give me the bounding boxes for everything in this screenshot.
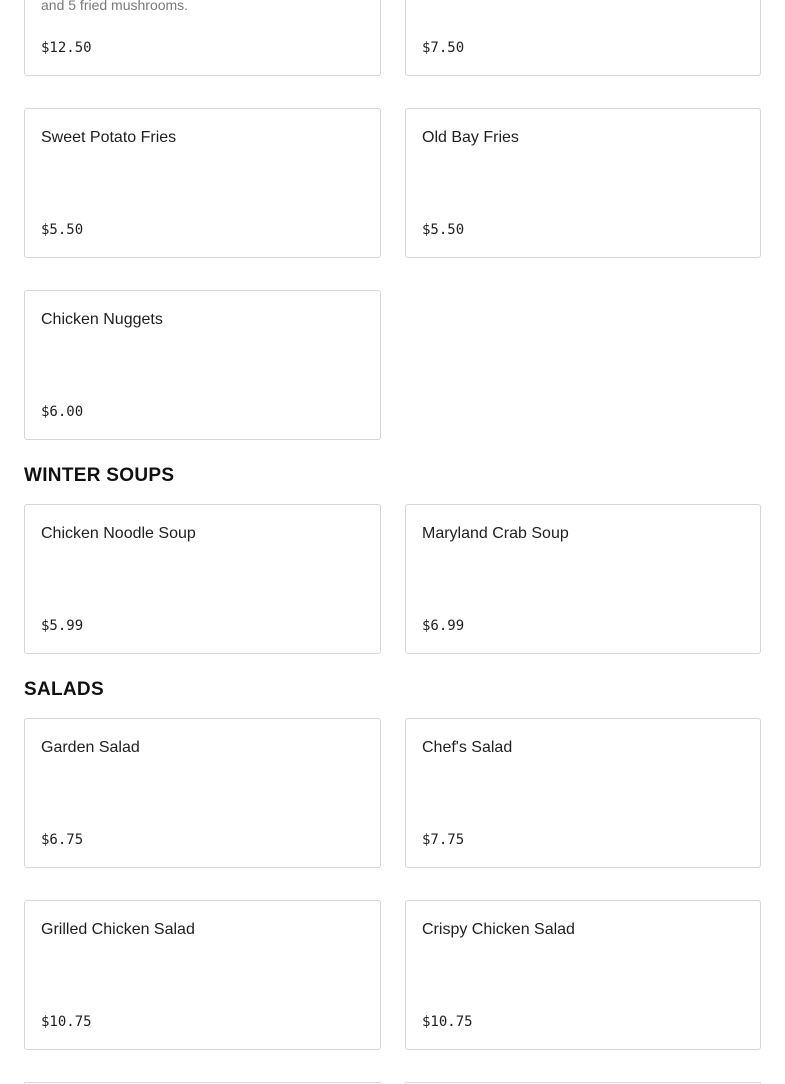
menu-item-name: Maryland Crab Soup bbox=[422, 525, 569, 542]
menu-item-price: $6.75 bbox=[41, 832, 84, 848]
menu-item-card[interactable] bbox=[24, 718, 381, 868]
menu-item-price: $5.50 bbox=[41, 222, 84, 238]
menu-item-name: Chicken Nuggets bbox=[41, 311, 163, 328]
menu-item-card[interactable] bbox=[24, 504, 381, 654]
menu-item-price: $7.50 bbox=[422, 40, 465, 56]
menu-item-card[interactable] bbox=[24, 0, 381, 76]
menu-item-name: Crispy Chicken Salad bbox=[422, 921, 575, 938]
menu-item-price: $6.00 bbox=[41, 404, 84, 420]
menu-item-price: $6.99 bbox=[422, 618, 465, 634]
menu-item-card[interactable] bbox=[405, 108, 761, 258]
menu-item-price: $5.50 bbox=[422, 222, 465, 238]
menu-item-name: Grilled Chicken Salad bbox=[41, 921, 195, 938]
section-title-salads: SALADS bbox=[24, 679, 104, 700]
menu-item-name: Sweet Potato Fries bbox=[41, 129, 177, 146]
menu-item-price: $10.75 bbox=[422, 1014, 473, 1030]
menu-item-card[interactable] bbox=[405, 900, 761, 1050]
menu-item-description: and 5 fried mushrooms. bbox=[41, 0, 189, 13]
menu-item-price: $10.75 bbox=[41, 1014, 92, 1030]
section-title-winter-soups: WINTER SOUPS bbox=[24, 465, 175, 486]
menu-item-name: Chef's Salad bbox=[422, 739, 513, 756]
menu-item-name: Chicken Noodle Soup bbox=[41, 525, 196, 542]
menu-item-card[interactable] bbox=[24, 900, 381, 1050]
menu-item-card[interactable] bbox=[405, 504, 761, 654]
menu-item-price: $12.50 bbox=[41, 40, 92, 56]
menu-item-card[interactable] bbox=[24, 108, 381, 258]
menu-item-card[interactable] bbox=[24, 290, 381, 440]
menu-item-price: $7.75 bbox=[422, 832, 465, 848]
menu-item-price: $5.99 bbox=[41, 618, 84, 634]
menu-item-name: Old Bay Fries bbox=[422, 129, 519, 146]
menu-item-card[interactable] bbox=[405, 718, 761, 868]
menu-item-card[interactable] bbox=[405, 0, 761, 76]
menu-item-name: Garden Salad bbox=[41, 739, 140, 756]
